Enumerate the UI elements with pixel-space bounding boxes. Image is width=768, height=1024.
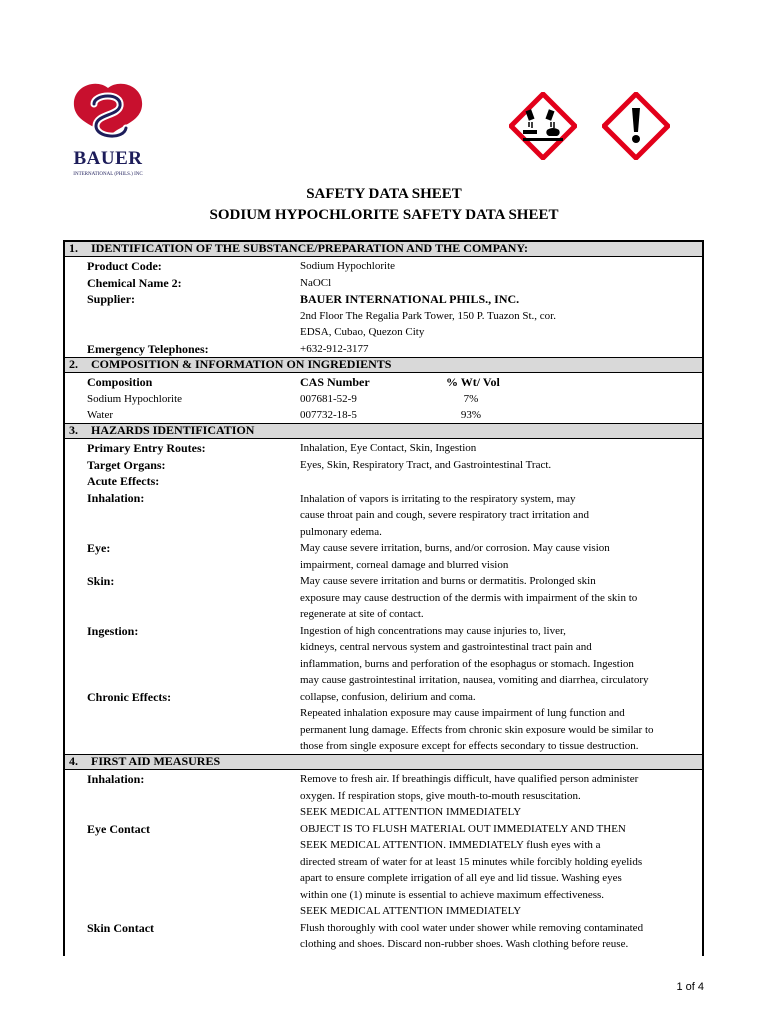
table-row-cas: 007732-18-5: [300, 409, 357, 421]
text-line: inflammation, burns and perforation of the esophagus or stomach. Ingestion: [300, 657, 634, 670]
hazard-skin-text: [300, 573, 637, 623]
text-line: cause throat pain and cough, severe respiratory tract irritation and: [300, 509, 589, 521]
text-line: exposure may cause destruction of the dermis with impairment of the skin to: [300, 591, 638, 604]
bauer-logo: [66, 82, 150, 178]
text-line: directed stream of water for at least 15 minutes while forcibly holding eyelids: [300, 855, 643, 868]
text-line: may cause gastrointestinal irritation, nausea, vomiting and diarrhea, circulatory: [300, 674, 649, 686]
text-line: Flush thoroughly with cool water under shower while removing contaminated: [300, 921, 644, 934]
hazard-skin-label: Skin:: [87, 574, 115, 588]
chronic-effects-text: [300, 705, 654, 755]
data-sheet-body: [63, 240, 704, 956]
section-3-header: [65, 423, 702, 439]
first-aid-eye-text: [300, 821, 642, 920]
product-code-value: Sodium Hypochlorite: [300, 260, 396, 272]
emergency-telephones-value: +632-912-3177: [300, 342, 369, 355]
corrosion-pictogram: [509, 92, 577, 160]
product-code-label: Product Code:: [87, 259, 162, 273]
text-line: clothing and shoes. Discard non-rubber shoes. Wash clothing before reuse.: [300, 938, 629, 950]
primary-entry-routes-value: Inhalation, Eye Contact, Skin, Ingestion: [300, 442, 477, 454]
hazard-inhalation-text: [300, 491, 589, 541]
section-number: 4.: [69, 754, 78, 768]
text-line: May cause severe irritation and burns or dermatitis. Prolonged skin: [300, 575, 596, 587]
hazard-ingestion-text: [300, 623, 649, 706]
section-number: 3.: [69, 423, 78, 437]
chemical-name-value: NaOCl: [300, 276, 332, 289]
section-2-header: [65, 357, 702, 373]
chronic-effects-label: Chronic Effects:: [87, 689, 172, 704]
text-line: Ingestion of high concentrations may cause injuries to, liver,: [300, 624, 566, 637]
text-line: those from single exposure except for effects secondary to tissue destruction.: [300, 740, 639, 752]
supplier-address-line-1: 2nd Floor The Regalia Park Tower, 150 P. Tuazon St., cor.: [300, 309, 556, 322]
section-title: FIRST AID MEASURES: [91, 754, 221, 768]
first-aid-inhalation-text: [300, 771, 638, 821]
hazard-eye-label: Eye:: [87, 541, 111, 555]
first-aid-skin-label: Skin Contact: [87, 920, 155, 935]
section-1-header: [65, 241, 702, 257]
supplier-value: BAUER INTERNATIONAL PHILS., INC.: [300, 292, 520, 306]
text-line: SEEK MEDICAL ATTENTION. IMMEDIATELY flush eyes with a: [300, 839, 601, 851]
text-line: Remove to fresh air. If breathingis difficult, have qualified person administer: [300, 773, 639, 785]
primary-entry-routes-label: Primary Entry Routes:: [87, 441, 206, 455]
text-line: within one (1) minute is essential to achieve maximum effectiveness.: [300, 888, 605, 901]
acute-effects-label: Acute Effects:: [87, 474, 160, 488]
page-number: 1 of 4: [676, 981, 704, 993]
text-line: Inhalation of vapors is irritating to the respiratory system, may: [300, 492, 576, 505]
table-row-name: Water: [87, 409, 113, 421]
text-line: kidneys, central nervous system and gastrointestinal tract pain and: [300, 641, 592, 653]
section-number: 2.: [69, 357, 78, 371]
bauer-logo-mark-icon: [66, 82, 150, 152]
section-number: 1.: [69, 241, 78, 255]
logo-name: BAUER: [73, 148, 143, 169]
table-row-cas: 007681-52-9: [300, 392, 357, 405]
exclamation-icon: [602, 92, 670, 160]
text-line: oxygen. If respiration stops, give mouth-to-mouth resuscitation.: [300, 789, 581, 802]
text-line: pulmonary edema.: [300, 525, 382, 538]
percent-header: % Wt/ Vol: [446, 375, 500, 389]
text-line: May cause severe irritation, burns, and/or corrosion. May cause vision: [300, 542, 610, 554]
document-subtitle: SODIUM HYPOCHLORITE SAFETY DATA SHEET: [209, 207, 559, 223]
text-line: apart to ensure complete irrigation of all eye and lid tissue. Washing eyes: [300, 872, 622, 884]
text-line: OBJECT IS TO FLUSH MATERIAL OUT IMMEDIATELY AND THEN: [300, 822, 626, 835]
hazard-eye-text: [300, 540, 610, 573]
section-title: COMPOSITION & INFORMATION ON INGREDIENTS: [91, 357, 392, 371]
supplier-address-line-2: EDSA, Cubao, Quezon City: [300, 326, 425, 338]
table-row-percent: 93%: [460, 409, 482, 421]
text-line: regenerate at site of contact.: [300, 608, 424, 620]
table-row-name: Sodium Hypochlorite: [87, 392, 183, 405]
text-line: SEEK MEDICAL ATTENTION IMMEDIATELY: [300, 806, 522, 818]
cas-number-header: CAS Number: [300, 375, 370, 389]
section-4-header: [65, 754, 702, 770]
first-aid-eye-label: Eye Contact: [87, 821, 150, 836]
target-organs-value: Eyes, Skin, Respiratory Tract, and Gastrointestinal Tract.: [300, 458, 552, 471]
target-organs-label: Target Organs:: [87, 457, 166, 472]
first-aid-inhalation-label: Inhalation:: [87, 772, 145, 786]
text-line: permanent lung damage. Effects from chronic skin exposure would be similar to: [300, 723, 654, 736]
hazard-inhalation-label: Inhalation:: [87, 490, 145, 505]
composition-header: Composition: [87, 375, 153, 389]
chemical-name-label: Chemical Name 2:: [87, 275, 182, 290]
exclamation-pictogram: [602, 92, 670, 160]
section-title: IDENTIFICATION OF THE SUBSTANCE/PREPARATION AND THE COMPANY:: [91, 241, 528, 255]
text-line: SEEK MEDICAL ATTENTION IMMEDIATELY: [300, 905, 522, 917]
document-title: SAFETY DATA SHEET: [306, 186, 462, 202]
text-line: impairment, corneal damage and blurred vision: [300, 558, 509, 571]
text-line: collapse, confusion, delirium and coma.: [300, 690, 476, 703]
hazard-ingestion-label: Ingestion:: [87, 623, 139, 638]
first-aid-skin-text: [300, 920, 643, 953]
supplier-label: Supplier:: [87, 292, 136, 306]
logo-subtitle: INTERNATIONAL (PHILS.) INC: [73, 172, 143, 177]
text-line: Repeated inhalation exposure may cause impairment of lung function and: [300, 707, 625, 719]
corrosion-icon: [509, 92, 577, 160]
table-row-percent: 7%: [463, 392, 479, 405]
emergency-telephones-label: Emergency Telephones:: [87, 341, 209, 356]
section-title: HAZARDS IDENTIFICATION: [91, 423, 255, 437]
